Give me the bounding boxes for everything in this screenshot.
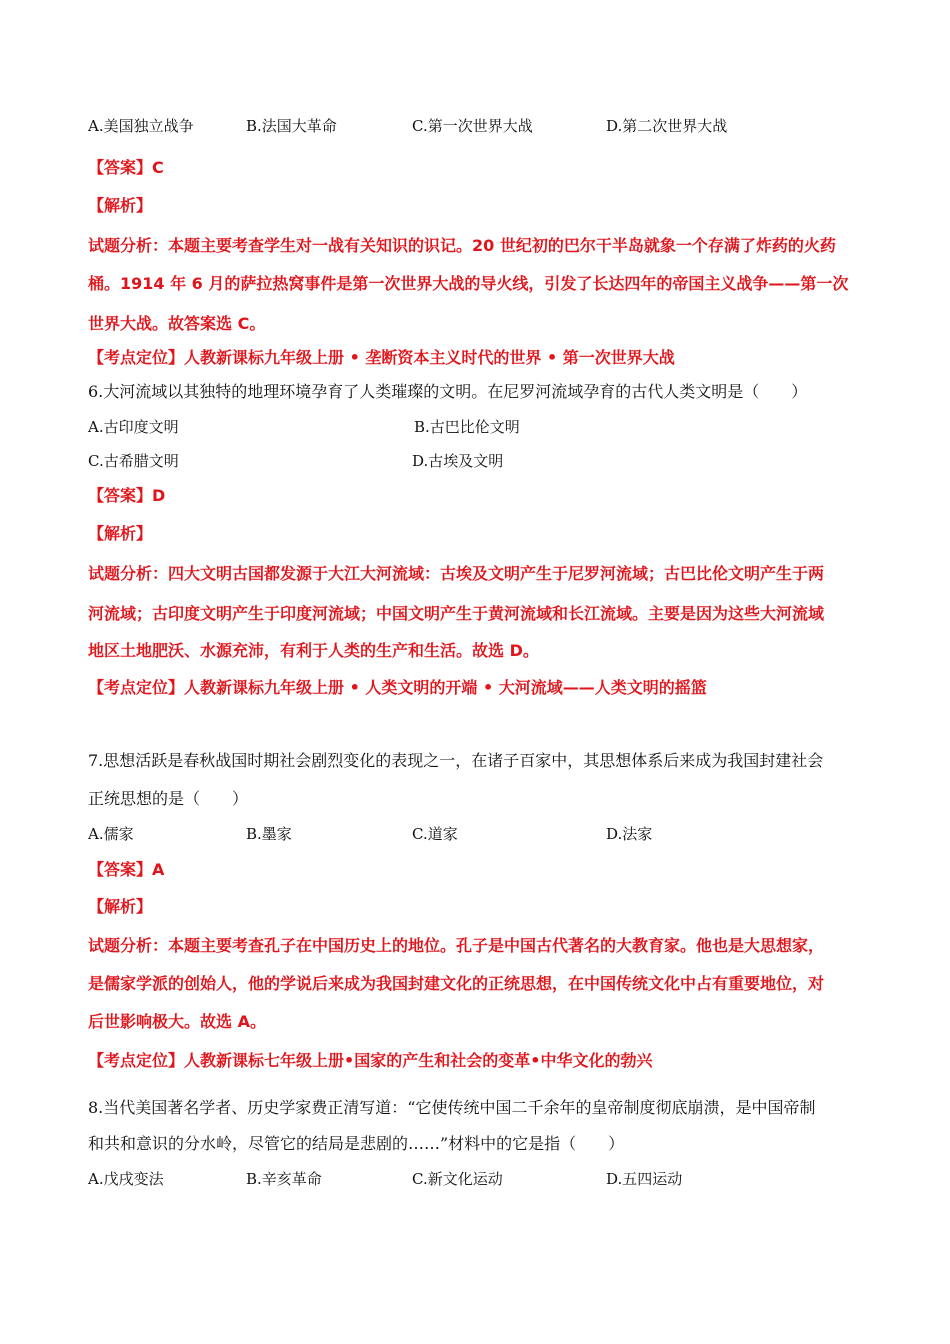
q7-analysis-label: 【解析】 [88,897,153,916]
q5-choice-a: A.美国独立战争 [88,117,194,135]
q7-analysis-line: 后世影响极大。故选 A。 [88,1012,266,1031]
q7-stem-line: 7.思想活跃是春秋战国时期社会剧烈变化的表现之一，在诸子百家中，其思想体系后来成为我国封建社会 [88,751,824,770]
q6-analysis-line: 河流域；古印度文明产生于印度河流域；中国文明产生于黄河流域和长江流域。主要是因为这些大河流域 [88,604,825,623]
q5-choice-d: D.第二次世界大战 [606,117,728,135]
q6-choice-d: D.古埃及文明 [412,452,504,470]
q8-stem-line: 和共和意识的分水岭，尽管它的结局是悲剧的……”材料中的它是指（ ） [88,1134,625,1153]
q8-choice-d: D.五四运动 [606,1170,683,1188]
q7-choice-a: A.儒家 [88,825,134,843]
q5-analysis-line: 试题分析：本题主要考查学生对一战有关知识的识记。20 世纪初的巴尔干半岛就象一个存满了炸药的火药 [88,236,836,255]
q6-analysis-label: 【解析】 [88,524,153,543]
q8-choice-b: B.辛亥革命 [246,1170,322,1188]
q5-analysis-label: 【解析】 [88,196,153,215]
q7-choice-c: C.道家 [412,825,458,843]
q5-analysis-line: 世界大战。故答案选 C。 [88,314,266,333]
q7-analysis-line: 试题分析：本题主要考查孔子在中国历史上的地位。孔子是中国古代著名的大教育家。他也是大思想家， [88,936,825,955]
q6-kaodian: 【考点定位】人教新课标九年级上册 • 人类文明的开端 • 大河流域——人类文明的摇篮 [88,678,707,697]
q5-analysis-line: 桶。1914 年 6 月的萨拉热窝事件是第一次世界大战的导火线，引发了长达四年的帝国主义战争——第一次 [88,274,849,293]
q5-kaodian: 【考点定位】人教新课标九年级上册 • 垄断资本主义时代的世界 • 第一次世界大战 [88,348,675,367]
q7-analysis-line: 是儒家学派的创始人，他的学说后来成为我国封建文化的正统思想，在中国传统文化中占有重要地位，对 [88,974,825,993]
q7-kaodian: 【考点定位】人教新课标七年级上册•国家的产生和社会的变革•中华文化的勃兴 [88,1051,653,1070]
q8-choice-c: C.新文化运动 [412,1170,503,1188]
q6-stem: 6.大河流域以其独特的地理环境孕育了人类璀璨的文明。在尼罗河流域孕育的古代人类文明是（ ） [88,382,808,401]
q7-answer: 【答案】A [88,860,165,879]
q6-analysis-line: 地区土地肥沃、水源充沛，有利于人类的生产和生活。故选 D。 [88,641,539,660]
q7-choice-b: B.墨家 [246,825,292,843]
q6-choice-b: B.古巴比伦文明 [414,418,520,436]
q5-choice-b: B.法国大革命 [246,117,337,135]
q6-analysis-line: 试题分析：四大文明古国都发源于大江大河流域：古埃及文明产生于尼罗河流域；古巴比伦文明产生于两 [88,564,825,583]
q7-choice-d: D.法家 [606,825,653,843]
q8-stem-line: 8.当代美国著名学者、历史学家费正清写道：“它使传统中国二千余年的皇帝制度彻底崩溃，是中国帝制 [88,1098,816,1117]
q5-choice-c: C.第一次世界大战 [412,117,533,135]
q5-answer: 【答案】C [88,158,164,177]
q6-choice-a: A.古印度文明 [88,418,179,436]
q8-choice-a: A.戊戌变法 [88,1170,164,1188]
q6-answer: 【答案】D [88,486,166,505]
q7-stem-line: 正统思想的是（ ） [88,789,249,808]
q6-choice-c: C.古希腊文明 [88,452,179,470]
